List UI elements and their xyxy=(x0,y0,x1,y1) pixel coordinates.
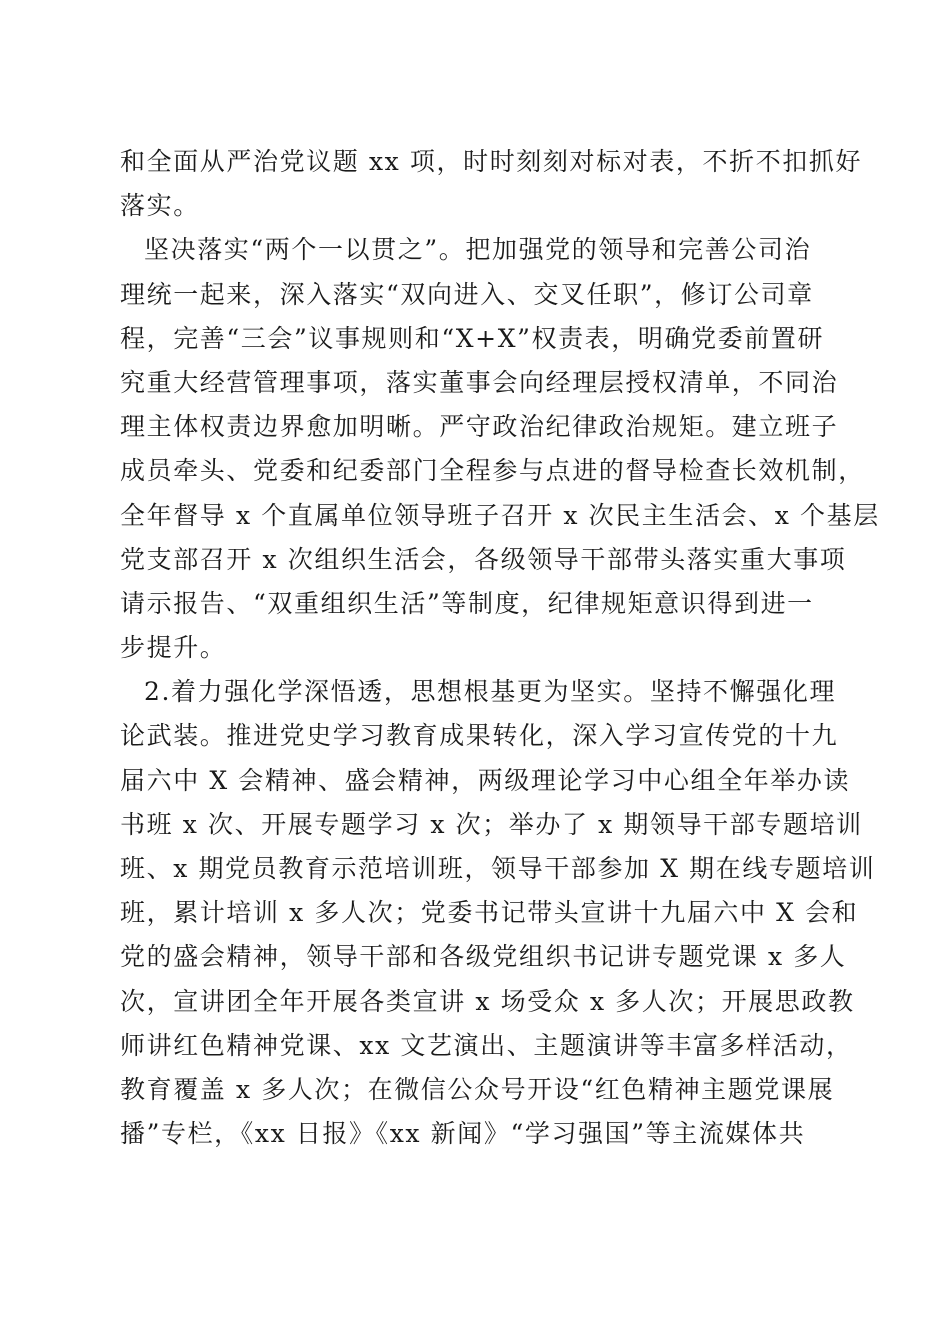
text-line: 党的盛会精神，领导干部和各级党组织书记讲专题党课 x 多人 xyxy=(120,942,847,972)
text-line: 理主体权责边界愈加明晰。严守政治纪律政治规矩。建立班子 xyxy=(120,412,839,442)
text-line: 届六中 X 会精神、盛会精神，两级理论学习中心组全年举办读 xyxy=(120,765,851,795)
document-body xyxy=(120,140,880,1156)
paragraph-start-line: 坚决落实“两个一以贯之”。把加强党的领导和完善公司治 xyxy=(144,235,812,265)
text-line: 和全面从严治党议题 xx 项，时时刻刻对标对表，不折不扣抓好 xyxy=(120,147,863,176)
text-line: 落实。 xyxy=(120,191,200,221)
text-line: 究重大经营管理事项，落实董事会向经理层授权清单，不同治 xyxy=(120,367,839,397)
text-line: 师讲红色精神党课、xx 文艺演出、主题演讲等丰富多样活动， xyxy=(120,1030,853,1060)
text-line: 程，完善“三会”议事规则和“X+X”权责表，明确党委前置研 xyxy=(120,323,825,353)
text-line: 全年督导 x 个直属单位领导班子召开 x 次民主生活会、x 个基层 xyxy=(120,500,880,530)
text-line: 班，累计培训 x 多人次；党委书记带头宣讲十九届六中 X 会和 xyxy=(120,898,859,928)
text-line: 步提升。 xyxy=(120,633,227,663)
text-line: 请示报告、“双重组织生活”等制度，纪律规矩意识得到进一 xyxy=(120,588,814,618)
text-line: 理统一起来，深入落实“双向进入、交叉任职”，修订公司章 xyxy=(120,279,814,309)
text-line: 次，宣讲团全年开展各类宣讲 x 场受众 x 多人次；开展思政教 xyxy=(120,986,855,1016)
text-line: 党支部召开 x 次组织生活会，各级领导干部带头落实重大事项 xyxy=(120,544,847,574)
text-line: 成员牵头、党委和纪委部门全程参与点进的督导检查长效机制， xyxy=(120,456,865,486)
text-line: 论武装。推进党史学习教育成果转化，深入学习宣传党的十九 xyxy=(120,721,839,751)
text-line: 书班 x 次、开展专题学习 x 次；举办了 x 期领导干部专题培训 xyxy=(120,809,863,839)
text-line: 播”专栏，《xx 日报》《xx 新闻》“学习强国”等主流媒体共 xyxy=(120,1119,806,1149)
section-heading-line: 2.着力强化学深悟透，思想根基更为坚实。坚持不懈强化理 xyxy=(144,677,837,707)
text-line: 班、x 期党员教育示范培训班，领导干部参加 X 期在线专题培训 xyxy=(120,854,876,883)
text-line: 教育覆盖 x 多人次；在微信公众号开设“红色精神主题党课展 xyxy=(120,1074,835,1104)
